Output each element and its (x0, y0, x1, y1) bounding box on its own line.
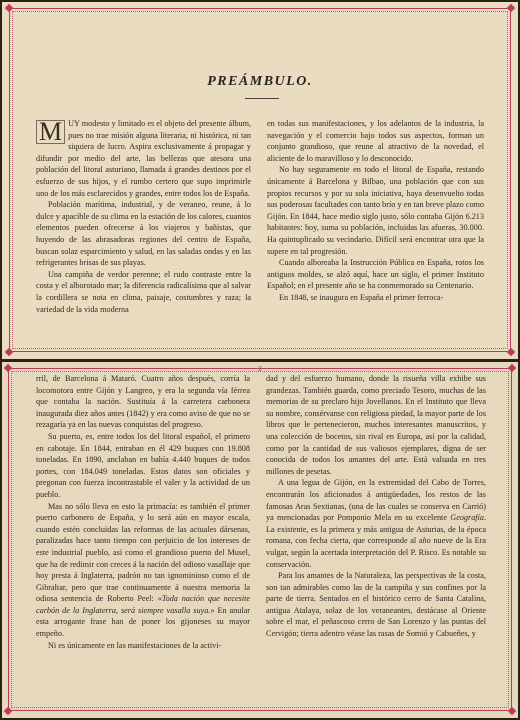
paragraph: M UY modesto y limitado es el objeto del presente álbum, pues no trae misión alguna literaria, ni histórica, ni tan siquiera de lucro. Aspira exclusivamente á propagar y difundir por medio del arte, las bellezas que atesora una población del litoral asturiano, llamada á grandes destinos por el esfuerzo de sus hijos, y el rumbo certero que supo imprimirle uno de los más esclarecidos y grandes, entre todos los de España. (36, 117, 251, 198)
geografia-title: Geografía (450, 513, 484, 523)
paragraph: Mas no sólo lleva en esto la primacía: es también el primer puerto carbonero de España, y lo será aún en mayor escala, cuando estén concluidas las reformas de las actuales dársenas, paralizadas hace tanto tiempo con perjuicio de los intereses de este industrial pueblo, así como el grandioso puerto del Musel, que ha de redimir con creces á la nación del odioso vasallaje que hoy presta á Inglaterra, padrón no tan ignominioso como el de Gibraltar, pero que trae continuamente á nuestra memoria la odiosa sentencia de Roberto Peel: «Toda nación que necesite carbón de la Inglaterra, será siempre vasalla suya.» En anular esta arrogante frase han de poner los gijoneses su mayor empeño. (36, 501, 251, 639)
page-number: 2 (258, 365, 262, 373)
left-column (36, 118, 251, 315)
paragraph: Cuando alboreaba la Instrucción Pública en España, rotos los antiguos moldes, se alzó aquí, hace un siglo, el primer Instituto Español; en el presente año se ha conmemorado su Centenario. (267, 258, 484, 291)
paragraph: Población marítima, industrial, y de veraneo, reune, á lo dulce y apacible de su clima en la estación de los calores, cuantos elementos pueden ofrecerse á los viajeros y bañistas, que huyendo de las abrasadoras regiones del centro de España, buscan solaz esparcimiento y salud, en las saladas ondas y en las refrigerantes brisas de sus playas. (36, 200, 251, 268)
border-corner-ornament (507, 348, 515, 356)
right-column (266, 373, 486, 640)
page-one (2, 2, 518, 359)
paragraph: Su puerto, es, entre todos los del litoral español, el primero en cabotaje. En 1844, entraban en él 429 buques con 19.808 toneladas. En 1890, anclaban en bahía 4.440 buques de todos portes, con 184.049 toneladas. Estos datos son oficiales y pregonan con fuerza incontrastable el valer y la actividad de un pueblo. (36, 431, 250, 499)
paragraph: Ni es únicamente en las manifestaciones de la activi- (48, 640, 222, 650)
paragraph: Para los amantes de la Naturaleza, las perspectivas de la costa, son tan admirables como las de la campiña y sus confines por la parte de tierra. Sentados en el histórico cerro de Santa Catalina, antigua Atalaya, solaz de los veraneantes, destácase al Oriente sobre el mar, el peñascoso cerro de San Lorenzo y las puntas del Cervigón; tierra adentro véase las rasas de Somió y Cabueñes, y (266, 571, 486, 639)
paragraph: en todas sus manifestaciones, y los adelantos de la industria, la navegación y el comercio bajo todos sus aspectos, forman un conjunto grandioso, que reune al atractivo de la novedad, el aliciente de lo maravilloso y lo desconocido. (267, 119, 484, 163)
drop-cap: M (36, 120, 65, 144)
page-title: PREÁMBULO. (207, 74, 313, 89)
border-corner-ornament (508, 707, 516, 715)
paragraph: Una campiña de verdor perenne; el rudo contraste entre la costa y el alborotado mar; la diferencia radicalísima que al salvar la cordillera se nota en clima, paisaje, costumbres y raza; la variedad de la vida moderna (36, 269, 251, 314)
paragraph: No hay seguramente en todo el litoral de España, restando únicamente á Barcelona y Bilbao, una población que con sus propios recursos y por su sola iniciativa, haya desenvuelto todas sus poderosas facultades con tanto brío y en tan breve plazo como Gijón. En 1844, hace medio siglo justo, sólo contaba Gijón 6.213 habitantes: hoy, suma su población, incluidas las afueras, 30.000. Ha quintuplicado su vecindario. Difícil será encontrar otra que la supere en tal progresión. (267, 165, 484, 256)
page-two (2, 362, 518, 718)
peel-quote: Toda nación que necesite carbón de la Inglaterra, será siempre vasalla suya. (36, 594, 251, 615)
left-column (36, 373, 250, 651)
paragraph: En 1848, se inaugura en España el primer ferroca- (279, 292, 444, 302)
paragraph: dad y del esfuerzo humano, donde la risueña villa exhibe sus grandezas. También guarda, como preciado Tesoro, muchas de las memorias de su preclaro hijo Jovellanos. En el Instituto que lleva su nombre, consérvanse con religiosa piedad, la mayor parte de los libros que le pertenecieron, muchos interesantes manuscritos, y una colección de bocetos, sin rival en Europa, así por la calidad, como por la cantidad de sus valiosos ejemplares, digna de ser conocida de todos los amantes del arte. Está valuada en tres millones de pesetas. (266, 374, 486, 476)
paragraph: A una legua de Gijón, en la extremidad del Cabo de Torres, encontrarán los aficionados á antigüedades, los restos de las famosas Aras Sextianas, (una de las cuales se conserva en Carrió) ya mencionadas por Pomponio Mela en su excelente Geografía. La existente, es la primera y más antigua de Asturias, de la época romana, con fecha cierta, que corresponde al año nueve de la Era vulgar, según la acertada interpretación del P. Risco. Es notable su conservación. (266, 478, 486, 569)
paragraph: rril, de Barcelona á Mataró. Cuatro años después, corría la locomotora entre Gijón y Langreo, y era la segunda vía férrea que contaba la nación. Sustituía á la carretera carbonera inaugurada diez años antes (1842) y era como aviso de que no se rezagaría ya en las nuevas conquistas del progreso. (36, 374, 250, 430)
title-underline (245, 98, 279, 99)
right-column (267, 118, 484, 304)
